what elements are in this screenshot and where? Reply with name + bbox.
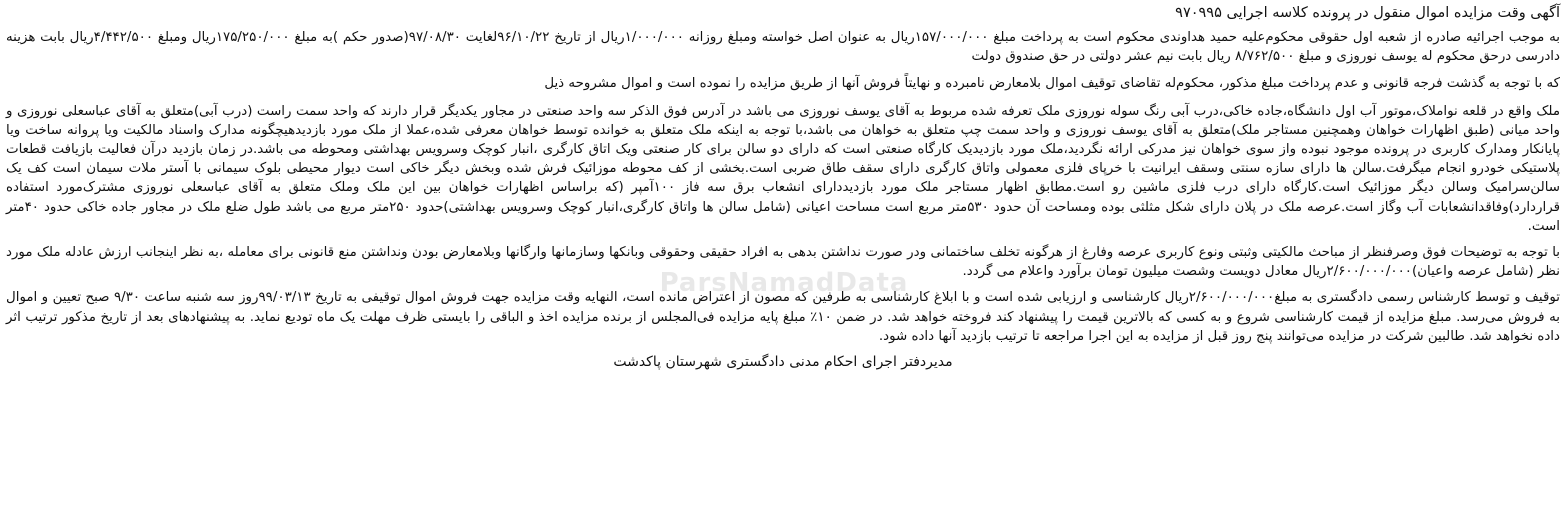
notice-paragraph-auction-terms: توقیف و توسط کارشناس رسمی دادگستری به مبلغ۲/۶۰۰/۰۰۰/۰۰۰ریال کارشناسی و ارزیابی شده است و با ابلاغ کارشناسی به طرفین که مصون از اعتراض مانده است، النهایه وقت مزایده جهت فروش اموال توقیفی به تاریخ ۹۹/۰۳/۱۳روز سه شنبه ساعت ۹/۳۰ صبح تعیین و اموال به فروش می‌رسد. مبلغ مزایده از قیمت کارشناسی شروع و به کسی که بالاترین قیمت را پیشنهاد کند فروخته خواهد شد. در ضمن ۱۰٪ مبلغ پایه مزایده فی‌المجلس از برنده مزایده اخذ و الباقی را بایستی ظرف مهلت یک ماه تودیع نماید. به پیشنهادهای بعد از تاریخ مذکور ترتیب اثر داده نخواهد شد. طالبین شرکت در مزایده می‌توانند پنج روز قبل از مزایده به این اجرا مراجعه تا ترتیب بازدید آنها داده شود. — [6, 290, 1560, 344]
notice-title: آگهی وقت مزایده اموال منقول در پرونده کلاسه اجرایی ۹۷۰۹۹۵ — [1175, 5, 1560, 21]
notice-paragraph-valuation: با توجه به توضیحات فوق وصرفنظر از مباحث مالکیتی وثبتی ونوع کاربری عرصه وفارغ از هرگونه تخلف ساختمانی ودر صورت نداشتن بدهی به افراد حقیقی وحقوقی وبانکها وسازمانها وارگانها وبلامعارض بودن ونداشتن منع قانونی برای معامله ،به نظر اینجانب ارزش عادله ملک مورد نظر (شامل عرصه واعیان)۲/۶۰۰/۰۰۰/۰۰۰ریال معادل دویست وشصت میلیون تومان برآورد واعلام می گردد. — [6, 245, 1560, 280]
notice-paragraph-request: که با توجه به گذشت فرجه قانونی و عدم پرداخت مبلغ مذکور، محکوم‌له تقاضای توقیف اموال بلامعارض نامبرده و نهایتاً فروش آنها از طریق مزایده را نموده است و اموال مشروحه ذیل — [544, 76, 1560, 92]
notice-paragraph-property-description: ملک واقع در قلعه نواملاک،موتور آب اول دانشگاه،جاده خاکی،درب آبی رنگ سوله نوروزی ملک تعرفه شده مربوط به آقای یوسف نوروزی می باشد در آدرس فوق الذکر سه واحد صنعتی در مجاور یکدیگر قرار دارند که واحد سمت راست (درب آبی)متعلق به آقای عباسعلی نوروزی و واحد میانی (طبق اظهارات خواهان وهمچنین مستاجر ملک)متعلق به آقای یوسف نوروزی و واحد سمت چپ متعلق به خواهان می باشد،با توجه به اینکه ملک متعلق به خوانده توسط خواهان معرفی شده،عملا از ملک مورد بازدیدهیچگونه مدارک واسناد مالکیت ویا پروانه ساخت ویا پایانکار ومدارک کاربری در پرونده موجود نبوده واز سوی خواهان نیز مدرکی ارائه نگردید،ملک مورد بازدیدیک کارگاه صنعتی است که دارای دو سالن برای کار صنعتی ویک اتاق کارگری ،انبار کوچک وسرویس بهداشتی ومحوطه می باشد.در زمان بازدید درآن فعالیت بازیافت قطعات پلاستیکی خودرو انجام میگرفت.سالن ها دارای سازه سنتی وسقف ایرانیت با خرپای فلزی معمولی واتاق کارگری دارای سقف طاق ضربی است.بخشی از کف محوطه موزائیک فرش شده وبخش دیگر خاکی است دیوار محیطی بلوک سیمانی با آستر ملات سیمان است کف یک سالن‌سرامیک وسالن دیگر موزائیک است.کارگاه دارای درب فلزی ماشین رو است.مطابق اظهار مستاجر ملک مورد بازدیددارای انشعاب برق سه فاز ۱۰۰آمپر (که براساس اظهارات خواهان بین این ملک وملک متعلق به آقای عباسعلی نوروزی مشترک‌مورد استفاده قراردارد)وفاقدانشعابات آب وگاز است.عرصه ملک در پلان دارای شکل مثلثی بوده ومساحت آن حدود ۵۳۰متر مربع است مساحت اعیانی (شامل سالن ها واتاق کارگری،انبار کوچک وسرویس بهداشتی)حدود ۲۵۰متر مربع می باشد طول ضلع ملک در مجاور جاده خاکی حدود ۴۰متر است. — [6, 103, 1561, 234]
notice-paragraph-judgment: به موجب اجرائیه صادره از شعبه اول حقوقی محکوم‌علیه حمید هداوندی محکوم است به پرداخت مبلغ ۱۵۷/۰۰۰/۰۰۰ریال به عنوان اصل خواسته ومبلغ روزانه ۱/۰۰۰/۰۰۰ریال از تاریخ ۹۶/۱۰/۲۲لغایت ۹۷/۰۸/۳۰(صدور حکم )به مبلغ ۱۷۵/۲۵۰/۰۰۰ریال ومبلغ ۴/۴۴۲/۵۰۰ریال بابت هزینه دادرسی درحق محکوم له یوسف نوروزی و مبلغ ۸/۷۶۲/۵۰۰ ریال بابت نیم عشر دولتی در حق صندوق دولت — [6, 30, 1560, 65]
watermark-logo: ParsNamadData — [659, 268, 909, 298]
auction-notice — [6, 4, 1560, 372]
notice-signature: مدیردفتر اجرای احکام مدنی دادگستری شهرستان پاکدشت — [613, 354, 953, 371]
